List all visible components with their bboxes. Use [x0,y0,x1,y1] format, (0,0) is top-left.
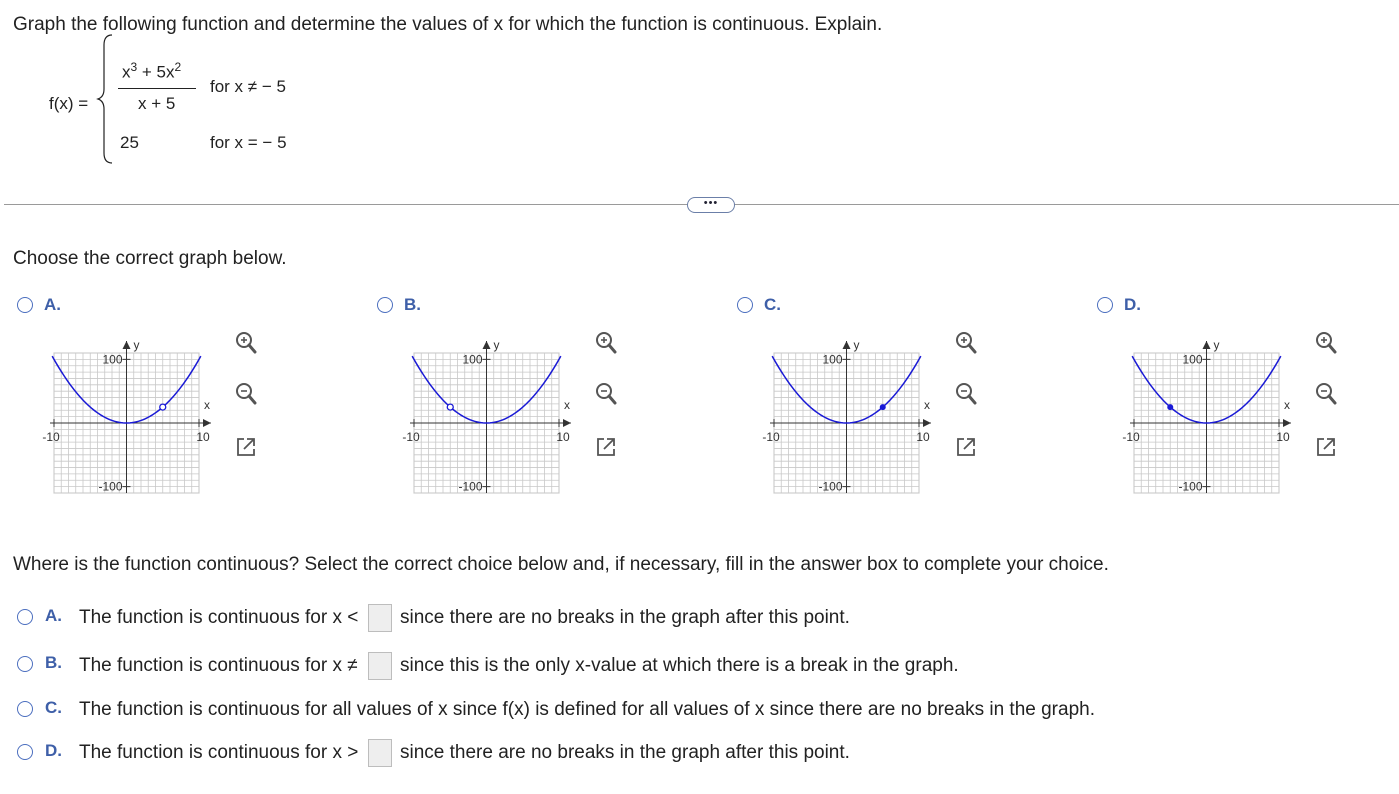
x-axis-label: x [1284,398,1290,412]
graph-option-b[interactable] [397,325,570,510]
y-axis-label: y [1213,338,1220,352]
function-label: f(x) = [49,94,89,113]
zoom-in-icon[interactable] [233,330,259,356]
y-max-label: 100 [822,352,843,367]
answer-a-letter: A. [45,606,62,625]
popout-icon[interactable] [593,434,619,460]
x-min-label: -10 [1122,430,1140,444]
graph-option-d-radio[interactable] [1097,297,1113,313]
graph-option-a-letter: A. [44,295,61,314]
answer-d-radio[interactable] [17,744,33,760]
zoom-out-icon[interactable] [953,381,979,407]
graph-option-d[interactable] [1117,325,1290,510]
y-axis-arrow [483,341,491,349]
fraction-numerator: $x^3 + 5x^2$ [122,60,182,82]
answer-b-text: The function is continuous for x ≠ [79,655,358,676]
zoom-in-icon[interactable] [593,330,619,356]
y-min-label: -100 [818,479,843,494]
piecewise-brace [96,33,116,165]
answer-d-text: The function is continuous for x > [79,742,359,763]
x-min-label: -10 [402,430,420,444]
y-min-label: -100 [1178,479,1203,494]
more-button[interactable]: ••• [687,197,735,213]
answer-d-text-after: since there are no breaks in the graph after this point. [400,742,850,763]
y-max-label: 100 [1182,352,1203,367]
x-axis-arrow [1283,419,1291,427]
answer-a-input[interactable] [368,604,392,632]
zoom-out-icon[interactable] [1313,381,1339,407]
y-min-label: -100 [458,479,483,494]
x-axis-label: x [924,398,930,412]
closed-dot [1167,404,1173,410]
graph-option-a-radio[interactable] [17,297,33,313]
answer-c-radio[interactable] [17,701,33,717]
answer-b-input[interactable] [368,652,392,680]
x-max-label: 10 [556,430,570,444]
popout-icon[interactable] [953,434,979,460]
popout-icon[interactable] [1313,434,1339,460]
graph-option-d-letter: D. [1124,295,1141,314]
y-axis-label: y [133,338,140,352]
answer-a-text: The function is continuous for x < [79,607,359,628]
answer-c-text: The function is continuous for all values of x since f(x) is defined for all values of x since there are no breaks in the graph. [79,699,1095,720]
x-axis-label: x [564,398,570,412]
closed-dot [880,404,886,410]
y-min-label: -100 [98,479,123,494]
x-min-label: -10 [762,430,780,444]
y-axis-arrow [843,341,851,349]
zoom-out-icon[interactable] [593,381,619,407]
answer-d-letter: D. [45,741,62,760]
graph-option-c-letter: C. [764,295,781,314]
piece-2-value: 25 [120,133,139,152]
answer-d-input[interactable] [368,739,392,767]
answer-b-letter: B. [45,653,62,672]
question-text: Graph the following function and determine the values of x for which the function is continuous. Explain. [13,14,883,35]
where-prompt: Where is the function continuous? Select the correct choice below and, if necessary, fill in the answer box to complete your choice. [13,554,1109,575]
x-max-label: 10 [1276,430,1290,444]
zoom-in-icon[interactable] [953,330,979,356]
y-axis-label: y [853,338,860,352]
y-axis-arrow [1203,341,1211,349]
graph-option-b-letter: B. [404,295,421,314]
answer-c-letter: C. [45,698,62,717]
x-axis-arrow [203,419,211,427]
open-circle [447,404,453,410]
x-axis-arrow [923,419,931,427]
answer-b-text-after: since this is the only x-value at which there is a break in the graph. [400,655,959,676]
condition-1: for x ≠ − 5 [210,77,286,96]
y-max-label: 100 [462,352,483,367]
x-axis-arrow [563,419,571,427]
graph-option-c[interactable] [757,325,930,510]
graph-option-a[interactable] [37,325,210,510]
zoom-out-icon[interactable] [233,381,259,407]
fraction-denominator: x + 5 [138,94,176,113]
choose-prompt: Choose the correct graph below. [13,248,287,269]
graph-option-c-radio[interactable] [737,297,753,313]
condition-2: for x = − 5 [210,133,287,152]
answer-b-radio[interactable] [17,656,33,672]
fraction-bar [118,88,196,89]
answer-a-radio[interactable] [17,609,33,625]
y-max-label: 100 [102,352,123,367]
y-axis-arrow [123,341,131,349]
popout-icon[interactable] [233,434,259,460]
x-axis-label: x [204,398,210,412]
x-min-label: -10 [42,430,60,444]
y-axis-label: y [493,338,500,352]
zoom-in-icon[interactable] [1313,330,1339,356]
open-circle [160,404,166,410]
answer-a-text-after: since there are no breaks in the graph after this point. [400,607,850,628]
x-max-label: 10 [196,430,210,444]
graph-option-b-radio[interactable] [377,297,393,313]
x-max-label: 10 [916,430,930,444]
